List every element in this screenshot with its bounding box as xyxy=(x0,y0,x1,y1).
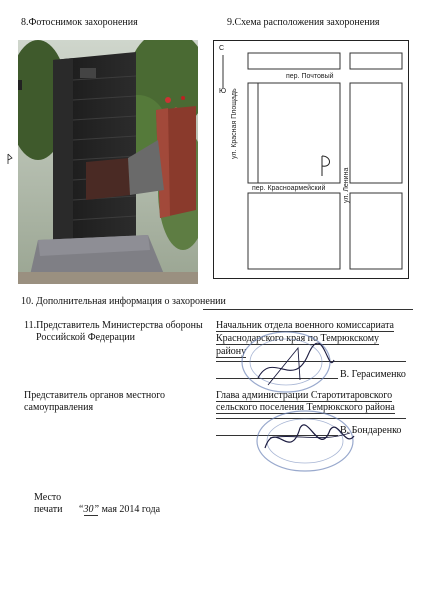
local-signer-name: В. Бондаренко xyxy=(340,425,402,436)
location-scheme xyxy=(213,40,409,279)
scan-margin-mark xyxy=(6,152,14,166)
stamp-place-label-1: Место xyxy=(34,492,62,503)
compass-arrow xyxy=(221,55,225,88)
mod-blank-line xyxy=(216,361,406,362)
stamp-place-label-2: печати xyxy=(34,504,63,515)
street-label-lenina: ул. Ленина xyxy=(343,167,350,203)
additional-info-title: 10. Дополнительная информация о захоронении xyxy=(21,296,226,307)
local-representative-label-1: Представитель органов местного xyxy=(24,390,166,401)
local-position-line-1 xyxy=(216,390,392,402)
local-position-text-1: Глава администрации Старотитаровского xyxy=(216,390,393,401)
burial-flag-icon xyxy=(322,156,330,176)
local-blank-line xyxy=(216,418,406,419)
mod-representative-label-1: 11.Представитель Министерства обороны xyxy=(24,320,203,331)
mod-position-line-1 xyxy=(216,320,406,332)
date-day-underline xyxy=(84,515,98,516)
mod-position-text-2: Краснодарского края по Темрюкскому xyxy=(216,333,380,344)
mod-position-line-3 xyxy=(216,346,246,358)
mod-signer-name: В. Герасименко xyxy=(340,369,406,380)
street-label-krasnoarmeysky: пер. Красноармейский xyxy=(252,185,326,192)
compass-north: С xyxy=(219,45,225,52)
compass-south: Ю xyxy=(219,88,227,95)
burial-photo xyxy=(18,40,198,284)
date-month-year: мая 2014 года xyxy=(101,504,161,515)
mod-position-text-1: Начальник отдела военного комиссариата xyxy=(216,320,394,331)
street-label-pochtovy: пер. Почтовый xyxy=(286,73,334,80)
mod-position-text-3: району xyxy=(216,346,247,357)
photo-section-title: 8.Фотоснимок захоронения xyxy=(21,17,138,28)
street-label-krasnaya-ploshchad: ул. Красная Площадь xyxy=(231,88,238,159)
local-representative-label-2: самоуправления xyxy=(24,402,94,413)
local-signature-line xyxy=(216,435,338,436)
local-position-text-2: сельского поселения Темрюкского района xyxy=(216,402,395,413)
local-position-line-2 xyxy=(216,402,395,414)
mod-signature-line xyxy=(216,378,338,379)
mod-position-line-2 xyxy=(216,333,406,345)
additional-info-line xyxy=(203,309,413,310)
date-day: “30” xyxy=(78,504,100,515)
mod-representative-label-2: Российской Федерации xyxy=(36,332,136,343)
scheme-section-title: 9.Схема расположения захоронения xyxy=(227,17,380,28)
